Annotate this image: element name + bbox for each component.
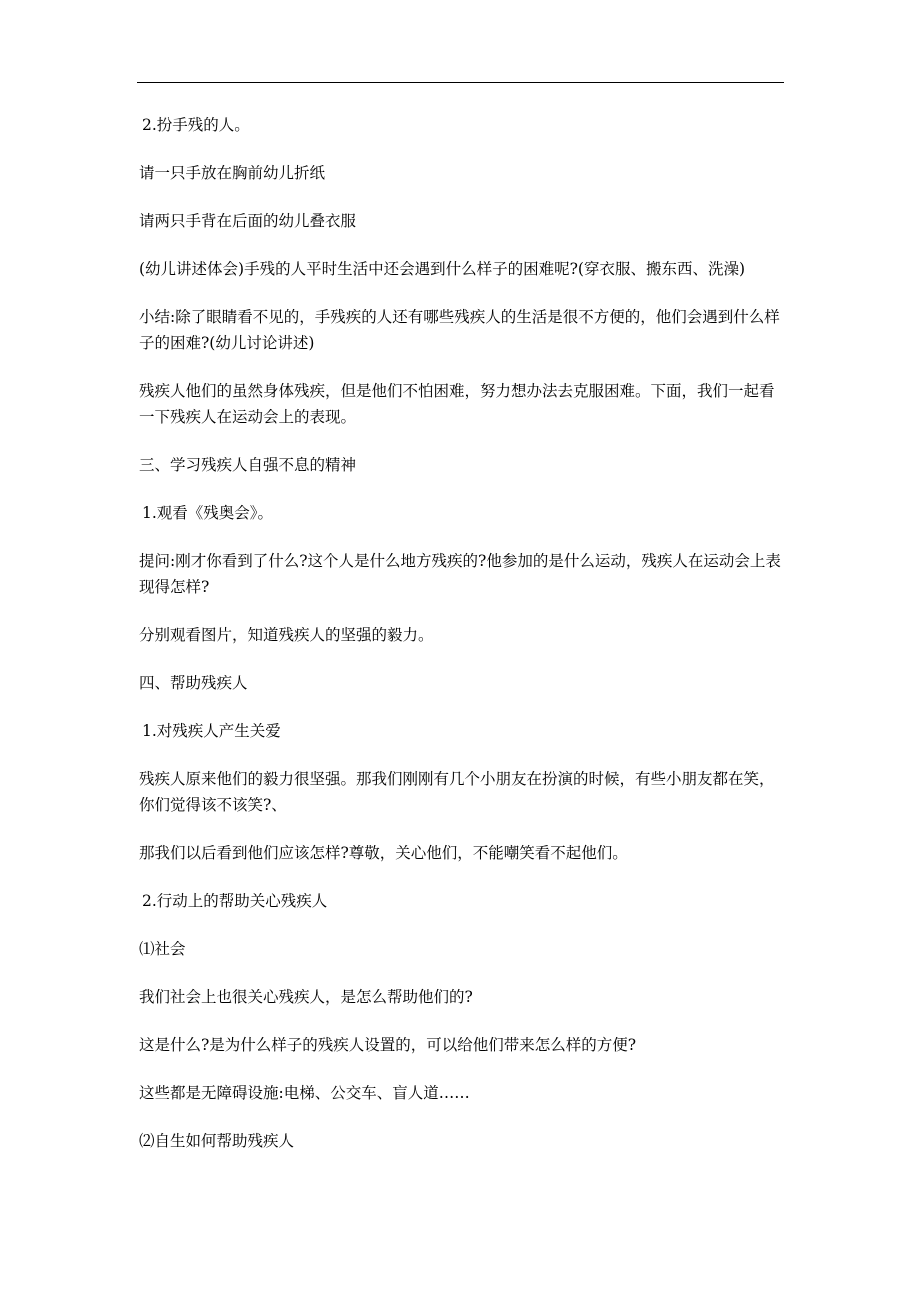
paragraph: 那我们以后看到他们应该怎样?尊敬，关心他们，不能嘲笑看不起他们。 (139, 844, 628, 862)
paragraph: 请一只手放在胸前幼儿折纸 (139, 164, 326, 182)
paragraph: 我们社会上也很关心残疾人，是怎么帮助他们的? (139, 988, 473, 1006)
paragraph: 残疾人他们的虽然身体残疾，但是他们不怕困难，努力想办法去克服困难。下面，我们一起看一下残疾人在运动会上的表现。 (139, 382, 775, 426)
paragraph: 1.对残疾人产生关爱 (142, 722, 281, 740)
paragraph: 这是什么?是为什么样子的残疾人设置的，可以给他们带来怎么样的方便? (139, 1036, 637, 1054)
document-body (139, 112, 789, 1176)
paragraph: 2.行动上的帮助关心残疾人 (142, 892, 328, 910)
paragraph: 这些都是无障碍设施:电梯、公交车、盲人道…… (139, 1084, 470, 1102)
paragraph: 提问:刚才你看到了什么?这个人是什么地方残疾的?他参加的是什么运动，残疾人在运动会上表现得怎样? (139, 552, 781, 596)
section-heading: 四、帮助残疾人 (139, 674, 248, 692)
section-heading: 三、学习残疾人自强不息的精神 (139, 456, 357, 474)
header-rule (137, 82, 784, 83)
paragraph: 请两只手背在后面的幼儿叠衣服 (139, 212, 357, 230)
paragraph: 分别观看图片，知道残疾人的坚强的毅力。 (139, 626, 434, 644)
paragraph: ⑴社会 (139, 940, 186, 958)
paragraph: ⑵自生如何帮助残疾人 (139, 1132, 295, 1150)
paragraph: 小结:除了眼睛看不见的，手残疾的人还有哪些残疾人的生活是很不方便的，他们会遇到什么样子的困难?(幼儿讨论讲述) (139, 308, 780, 352)
paragraph: 1.观看《残奥会》。 (142, 504, 274, 522)
paragraph: 2.扮手残的人。 (142, 116, 250, 134)
paragraph: (幼儿讲述体会)手残的人平时生活中还会遇到什么样子的困难呢?(穿衣服、搬东西、洗澡) (139, 260, 746, 278)
paragraph: 残疾人原来他们的毅力很坚强。那我们刚刚有几个小朋友在扮演的时候，有些小朋友都在笑，你们觉得该不该笑?、 (139, 770, 775, 814)
